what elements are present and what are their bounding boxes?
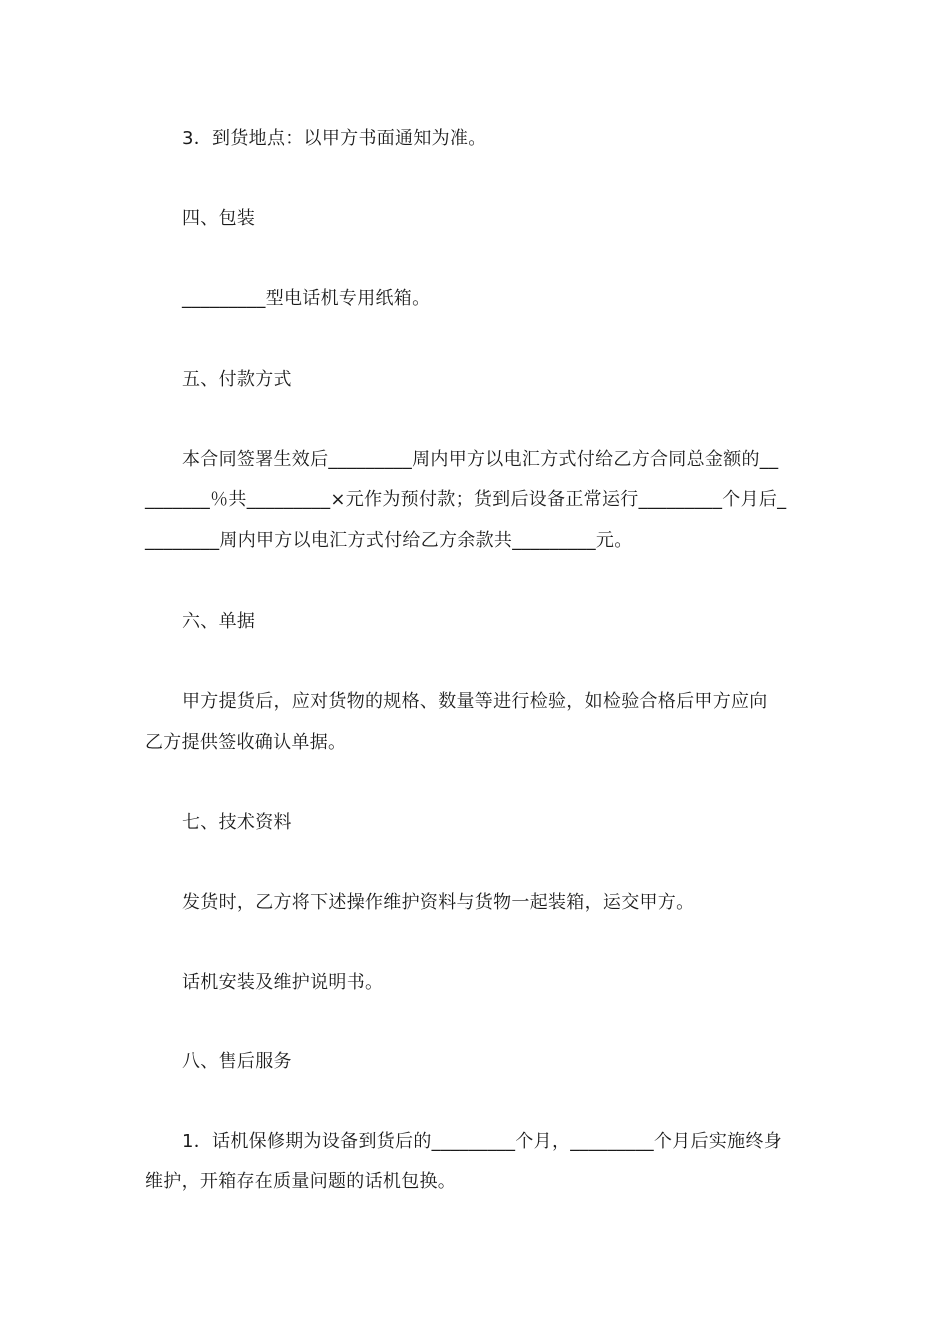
payment-text-line-2: _______％共_________×元作为预付款；货到后设备正常运行_________个月后_ bbox=[145, 489, 787, 510]
payment-text-line-1: 本合同签署生效后_________周内甲方以电汇方式付给乙方合同总金额的__ bbox=[182, 449, 779, 470]
tech-docs-heading: 七、技术资料 bbox=[182, 812, 292, 833]
payment-heading: 五、付款方式 bbox=[182, 369, 292, 390]
after-sales-heading: 八、售后服务 bbox=[182, 1051, 292, 1072]
packaging-text: _________型电话机专用纸箱。 bbox=[182, 288, 431, 309]
after-sales-item-1-line-1: 1．话机保修期为设备到货后的_________个月，_________个月后实施终身 bbox=[182, 1131, 783, 1152]
documents-text-line-1: 甲方提货后，应对货物的规格、数量等进行检验，如检验合格后甲方应向 bbox=[182, 691, 768, 712]
documents-text-line-2: 乙方提供签收确认单据。 bbox=[145, 732, 347, 753]
tech-docs-text: 发货时，乙方将下述操作维护资料与货物一起装箱，运交甲方。 bbox=[182, 892, 695, 913]
delivery-place-item: 3．到货地点：以甲方书面通知为准。 bbox=[182, 128, 487, 149]
packaging-heading: 四、包装 bbox=[182, 208, 256, 229]
after-sales-item-1-line-2: 维护，开箱存在质量问题的话机包换。 bbox=[145, 1171, 457, 1192]
tech-docs-manual: 话机安装及维护说明书。 bbox=[182, 972, 384, 993]
documents-heading: 六、单据 bbox=[182, 611, 256, 632]
payment-text-line-3: ________周内甲方以电汇方式付给乙方余款共_________元。 bbox=[145, 530, 633, 551]
